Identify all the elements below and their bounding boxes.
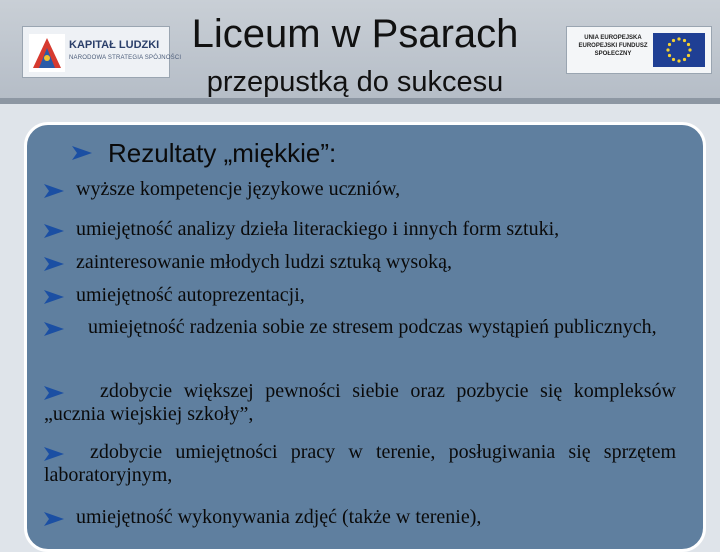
- arrow-bullet-icon: [44, 257, 64, 271]
- kapital-ludzki-name: KAPITAŁ LUDZKI: [69, 39, 160, 51]
- arrow-bullet-icon: [44, 224, 64, 238]
- list-item: umiejętność analizy dzieła literackiego i innych form sztuki,: [76, 218, 560, 240]
- list-item: zainteresowanie młodych ludzi sztuką wysoką,: [76, 251, 452, 273]
- eu-flag-icon: [653, 33, 705, 67]
- list-item: zdobycie umiejętności pracy w terenie, posługiwania się sprzętem laboratoryjnym,: [44, 441, 676, 486]
- list-item: umiejętność radzenia sobie ze stresem podczas wystąpień publicznych,: [88, 316, 657, 338]
- page-subtitle: przepustką do sukcesu: [206, 66, 504, 98]
- list-item: wyższe kompetencje językowe uczniów,: [76, 178, 401, 200]
- kapital-ludzki-tagline: NARODOWA STRATEGIA SPÓJNOŚCI: [69, 55, 182, 61]
- kapital-ludzki-mark-icon: [29, 34, 65, 72]
- list-item: umiejętność autoprezentacji,: [76, 284, 305, 306]
- panel-heading: Rezultaty „miękkie”:: [108, 138, 337, 168]
- list-item: zdobycie większej pewności siebie oraz pozbycie się kompleksów „ucznia wiejskiej szkoły”,: [44, 380, 676, 425]
- list-item: umiejętność wykonywania zdjęć (także w terenie),: [76, 506, 482, 528]
- page-title: Liceum w Psarach: [191, 12, 519, 56]
- arrow-bullet-icon: [72, 146, 92, 160]
- eu-logo-text: UNIA EUROPEJSKA EUROPEJSKI FUNDUSZ SPOŁECZNY: [578, 35, 648, 57]
- arrow-bullet-icon: [44, 290, 64, 304]
- arrow-bullet-icon: [44, 512, 64, 526]
- arrow-bullet-icon: [44, 184, 64, 198]
- eu-social-fund-logo: [566, 26, 712, 74]
